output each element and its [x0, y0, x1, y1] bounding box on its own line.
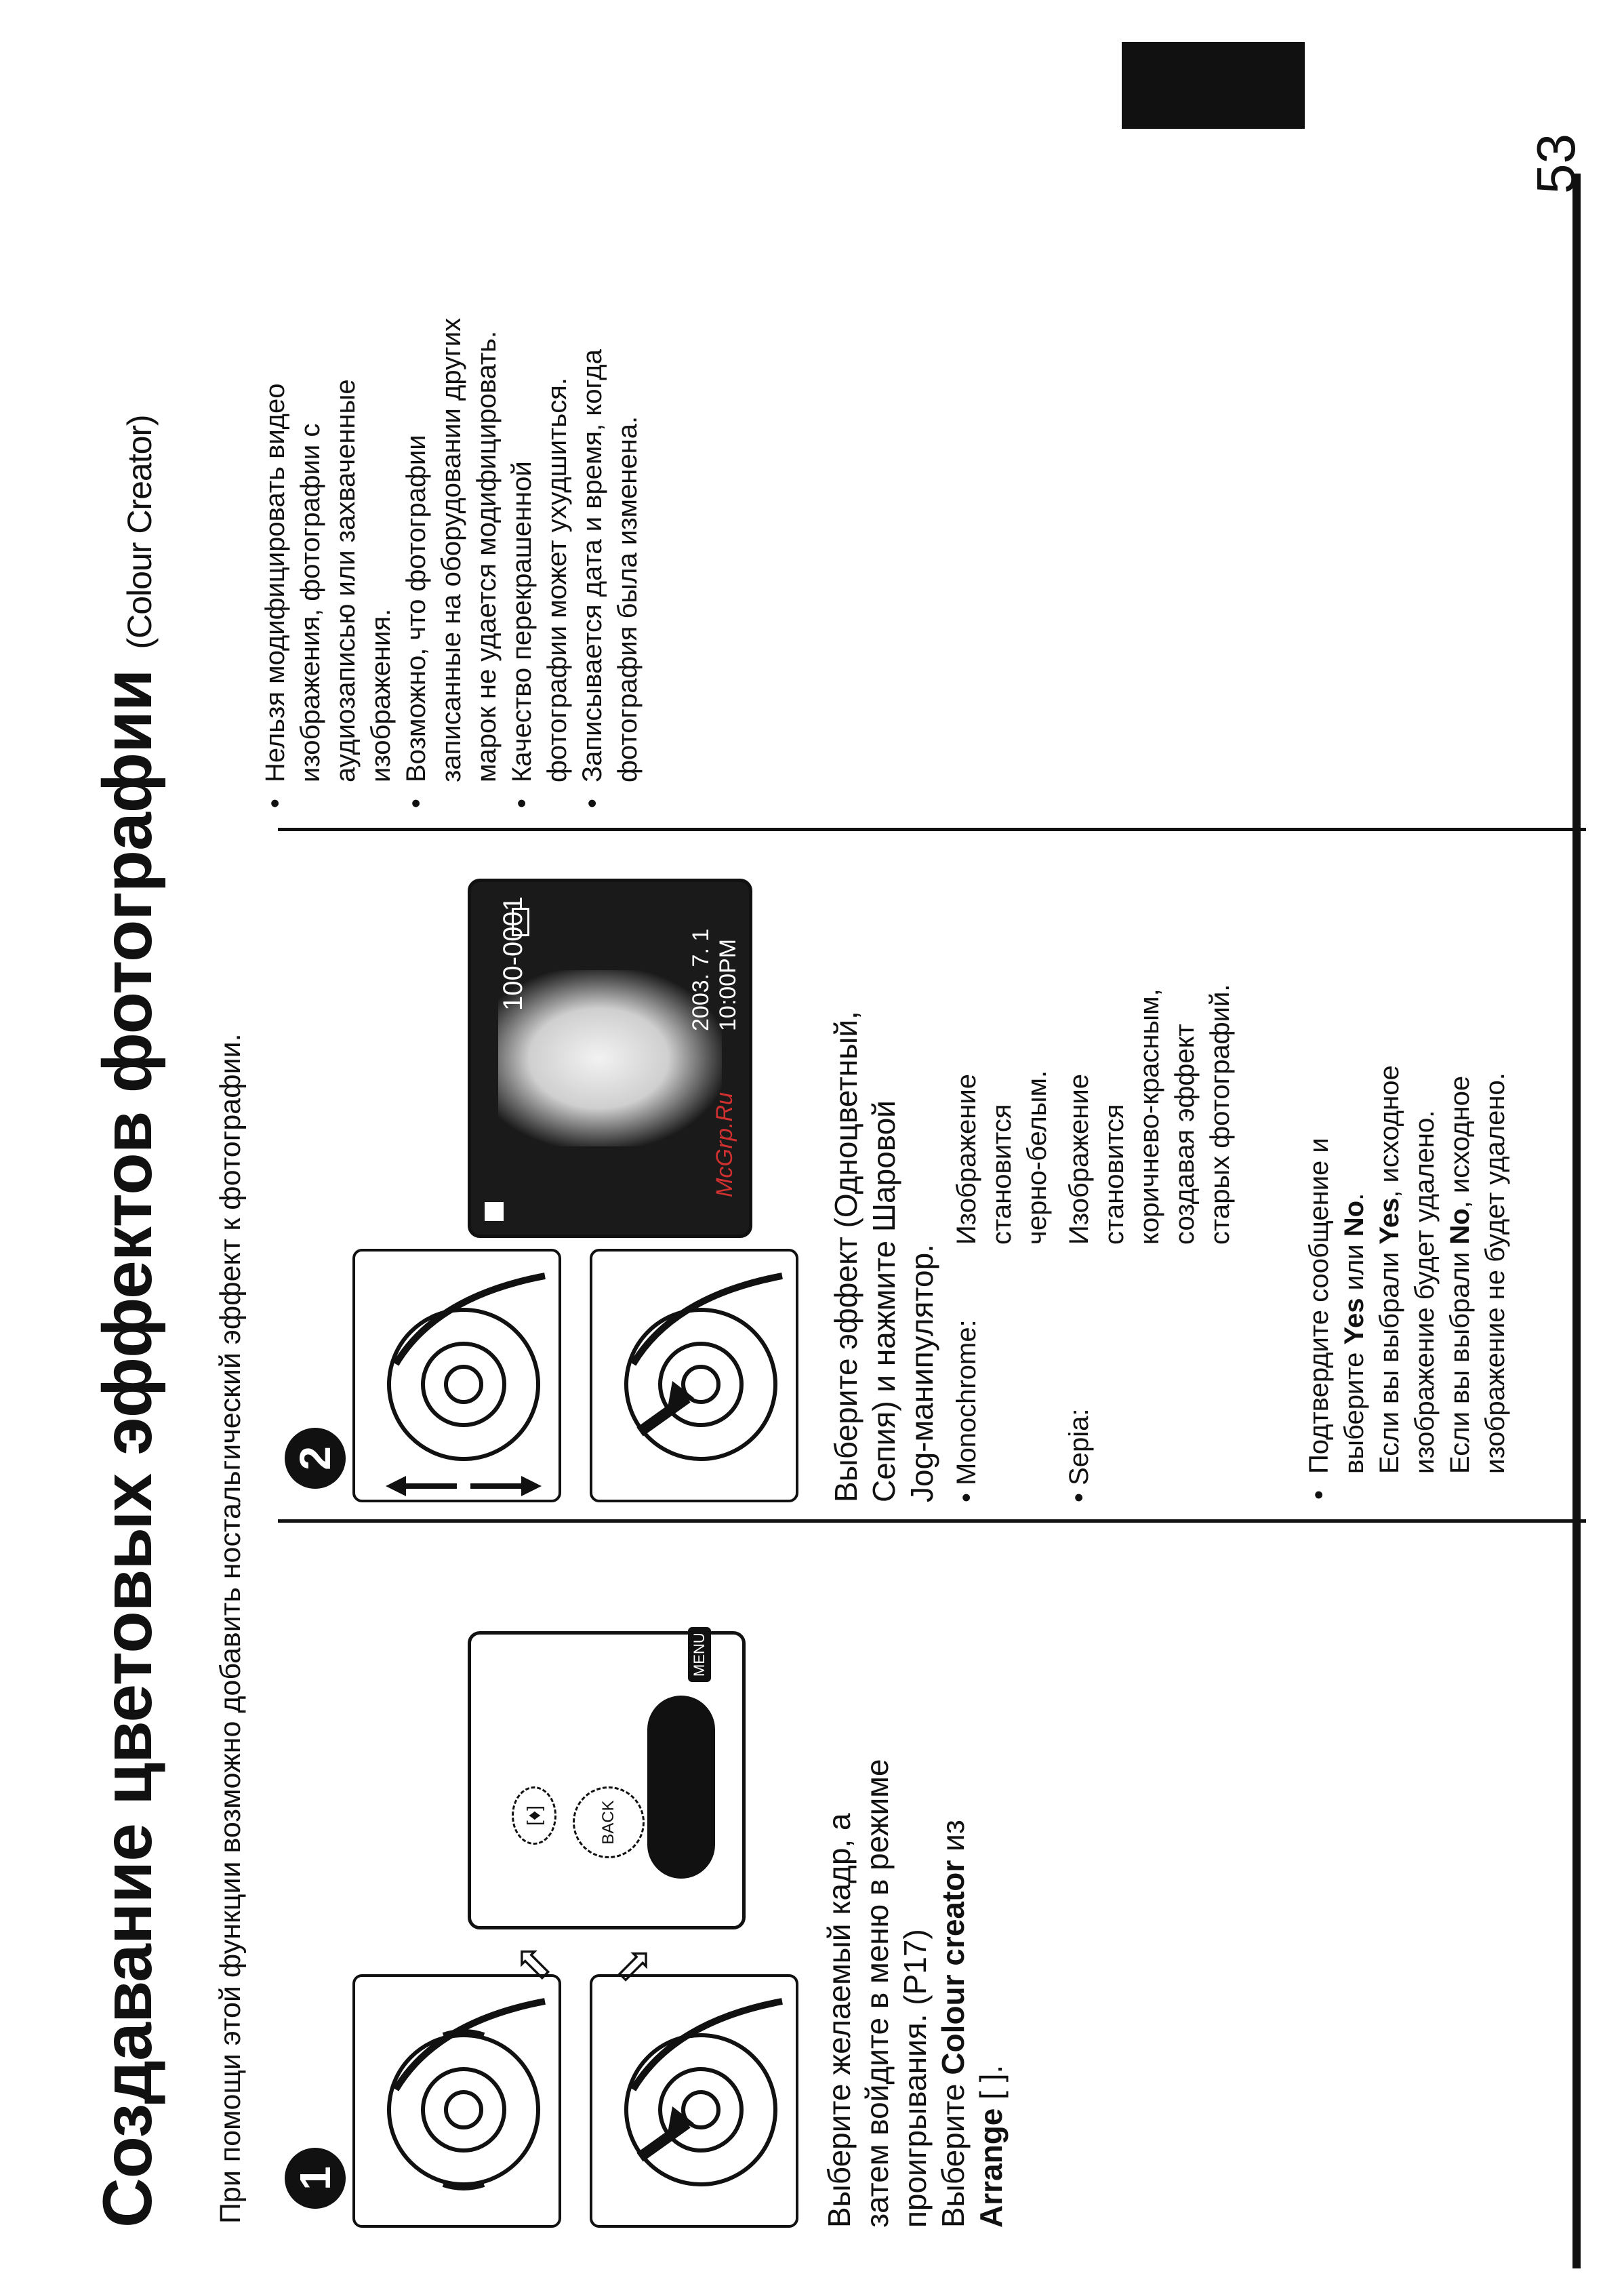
- effect-options: [949, 852, 1238, 1502]
- intro-text: При помощи этой функции возможно добавить ностальгический эффект к фотографии.: [214, 1033, 247, 2224]
- page-number: 53: [1526, 134, 1586, 194]
- confirm-item: • Подтвердите сообщение и выберите Yes или No. Если вы выбрали Yes, исходное изображение будет удалено. Если вы выбрали No, исходное изображение не будет удалено.: [1301, 852, 1513, 1502]
- menu-label: MENU: [688, 1627, 711, 1682]
- note-item-2: • Возможно, что фотографии записанные на оборудовании других марок не удается модифицировать.: [399, 214, 504, 811]
- step-2-line-2: Сепия) и нажмите Шаровой: [866, 1100, 901, 1502]
- step-1-hand-photo-top: [352, 1974, 561, 2228]
- step-1-line-4: Выберите Colour creator из: [935, 1820, 971, 2228]
- watermark: McGrp.Ru: [712, 1092, 737, 1197]
- arrange-icon: [♦]: [512, 1786, 556, 1845]
- column-divider-1: [278, 1519, 1586, 1523]
- jog-dial-press-icon: [592, 1977, 796, 2225]
- step-1-menu-screen: [468, 1631, 746, 1929]
- step-2-line-3: Jog-манипулятор.: [904, 1244, 939, 1502]
- step-2-badge: 2: [285, 1428, 346, 1489]
- option-monochrome: • Monochrome: Изображение становится черно-белым.: [952, 1070, 1052, 1502]
- step-1-hand-photo-bottom: [590, 1974, 798, 2228]
- step-1-instructions: [820, 1550, 1010, 2228]
- note-item-1: • Нельзя модифицировать видео изображения, фотографии с аудиозаписью или захваченные изображения.: [258, 214, 399, 811]
- title-subtitle: (Colour Creator): [121, 415, 159, 649]
- step-1-line-5: Arrange [ ].: [973, 2064, 1009, 2228]
- photo-date: 2003. 7. 1: [688, 928, 714, 1031]
- step-1-arrow-down-icon: ⇨: [601, 1931, 667, 1997]
- note-item-3: • Качество перекрашенной фотографии может ухудшиться.: [504, 214, 575, 811]
- step-2-confirm: [1301, 852, 1513, 1502]
- title-text: Создавание цветовых эффектов фотографии: [89, 669, 166, 2228]
- column-divider-2: [278, 828, 1586, 831]
- step-1-badge: 1: [285, 2148, 346, 2209]
- option-sepia: • Sepia: Изображение становится коричнево-красным, создавая эффект старых фотографий.: [1064, 984, 1235, 1502]
- step-2-instructions: [827, 852, 941, 1502]
- jog-dial-press-icon-2: [592, 1252, 796, 1500]
- notes-list: [258, 214, 645, 811]
- battery-icon: [512, 908, 529, 936]
- step-1-line-3: проигрывания. (P17): [897, 1929, 933, 2228]
- section-tab-marker: [1122, 42, 1305, 129]
- playback-icon: [485, 1202, 504, 1221]
- jog-dial-icon: [355, 1977, 559, 2225]
- file-counter: 100-0001: [498, 896, 528, 1011]
- selection-highlight: [647, 1696, 715, 1879]
- photo-time: 10:00PM: [715, 938, 741, 1031]
- page-edge-rule: [1572, 174, 1581, 2268]
- step-1-arrow-up-icon: ⇨: [499, 1931, 565, 1997]
- note-item-4: • Записывается дата и время, когда фотография была изменена.: [575, 214, 645, 811]
- back-button[interactable]: BACK: [573, 1786, 645, 1858]
- step-2-hand-photo-bottom: [590, 1249, 798, 1502]
- step-2-hand-photo-top: [352, 1249, 561, 1502]
- step-2-line-1: Выберите эффект (Одноцветный,: [828, 1011, 864, 1502]
- step-1-line-2: затем войдите в меню в режиме: [859, 1759, 895, 2228]
- jog-dial-rotate-icon: [355, 1252, 559, 1500]
- page-title: [88, 415, 167, 2228]
- step-1-line-1: Выберите желаемый кадр, а: [821, 1813, 857, 2228]
- step-2-preview-screen: [468, 879, 752, 1238]
